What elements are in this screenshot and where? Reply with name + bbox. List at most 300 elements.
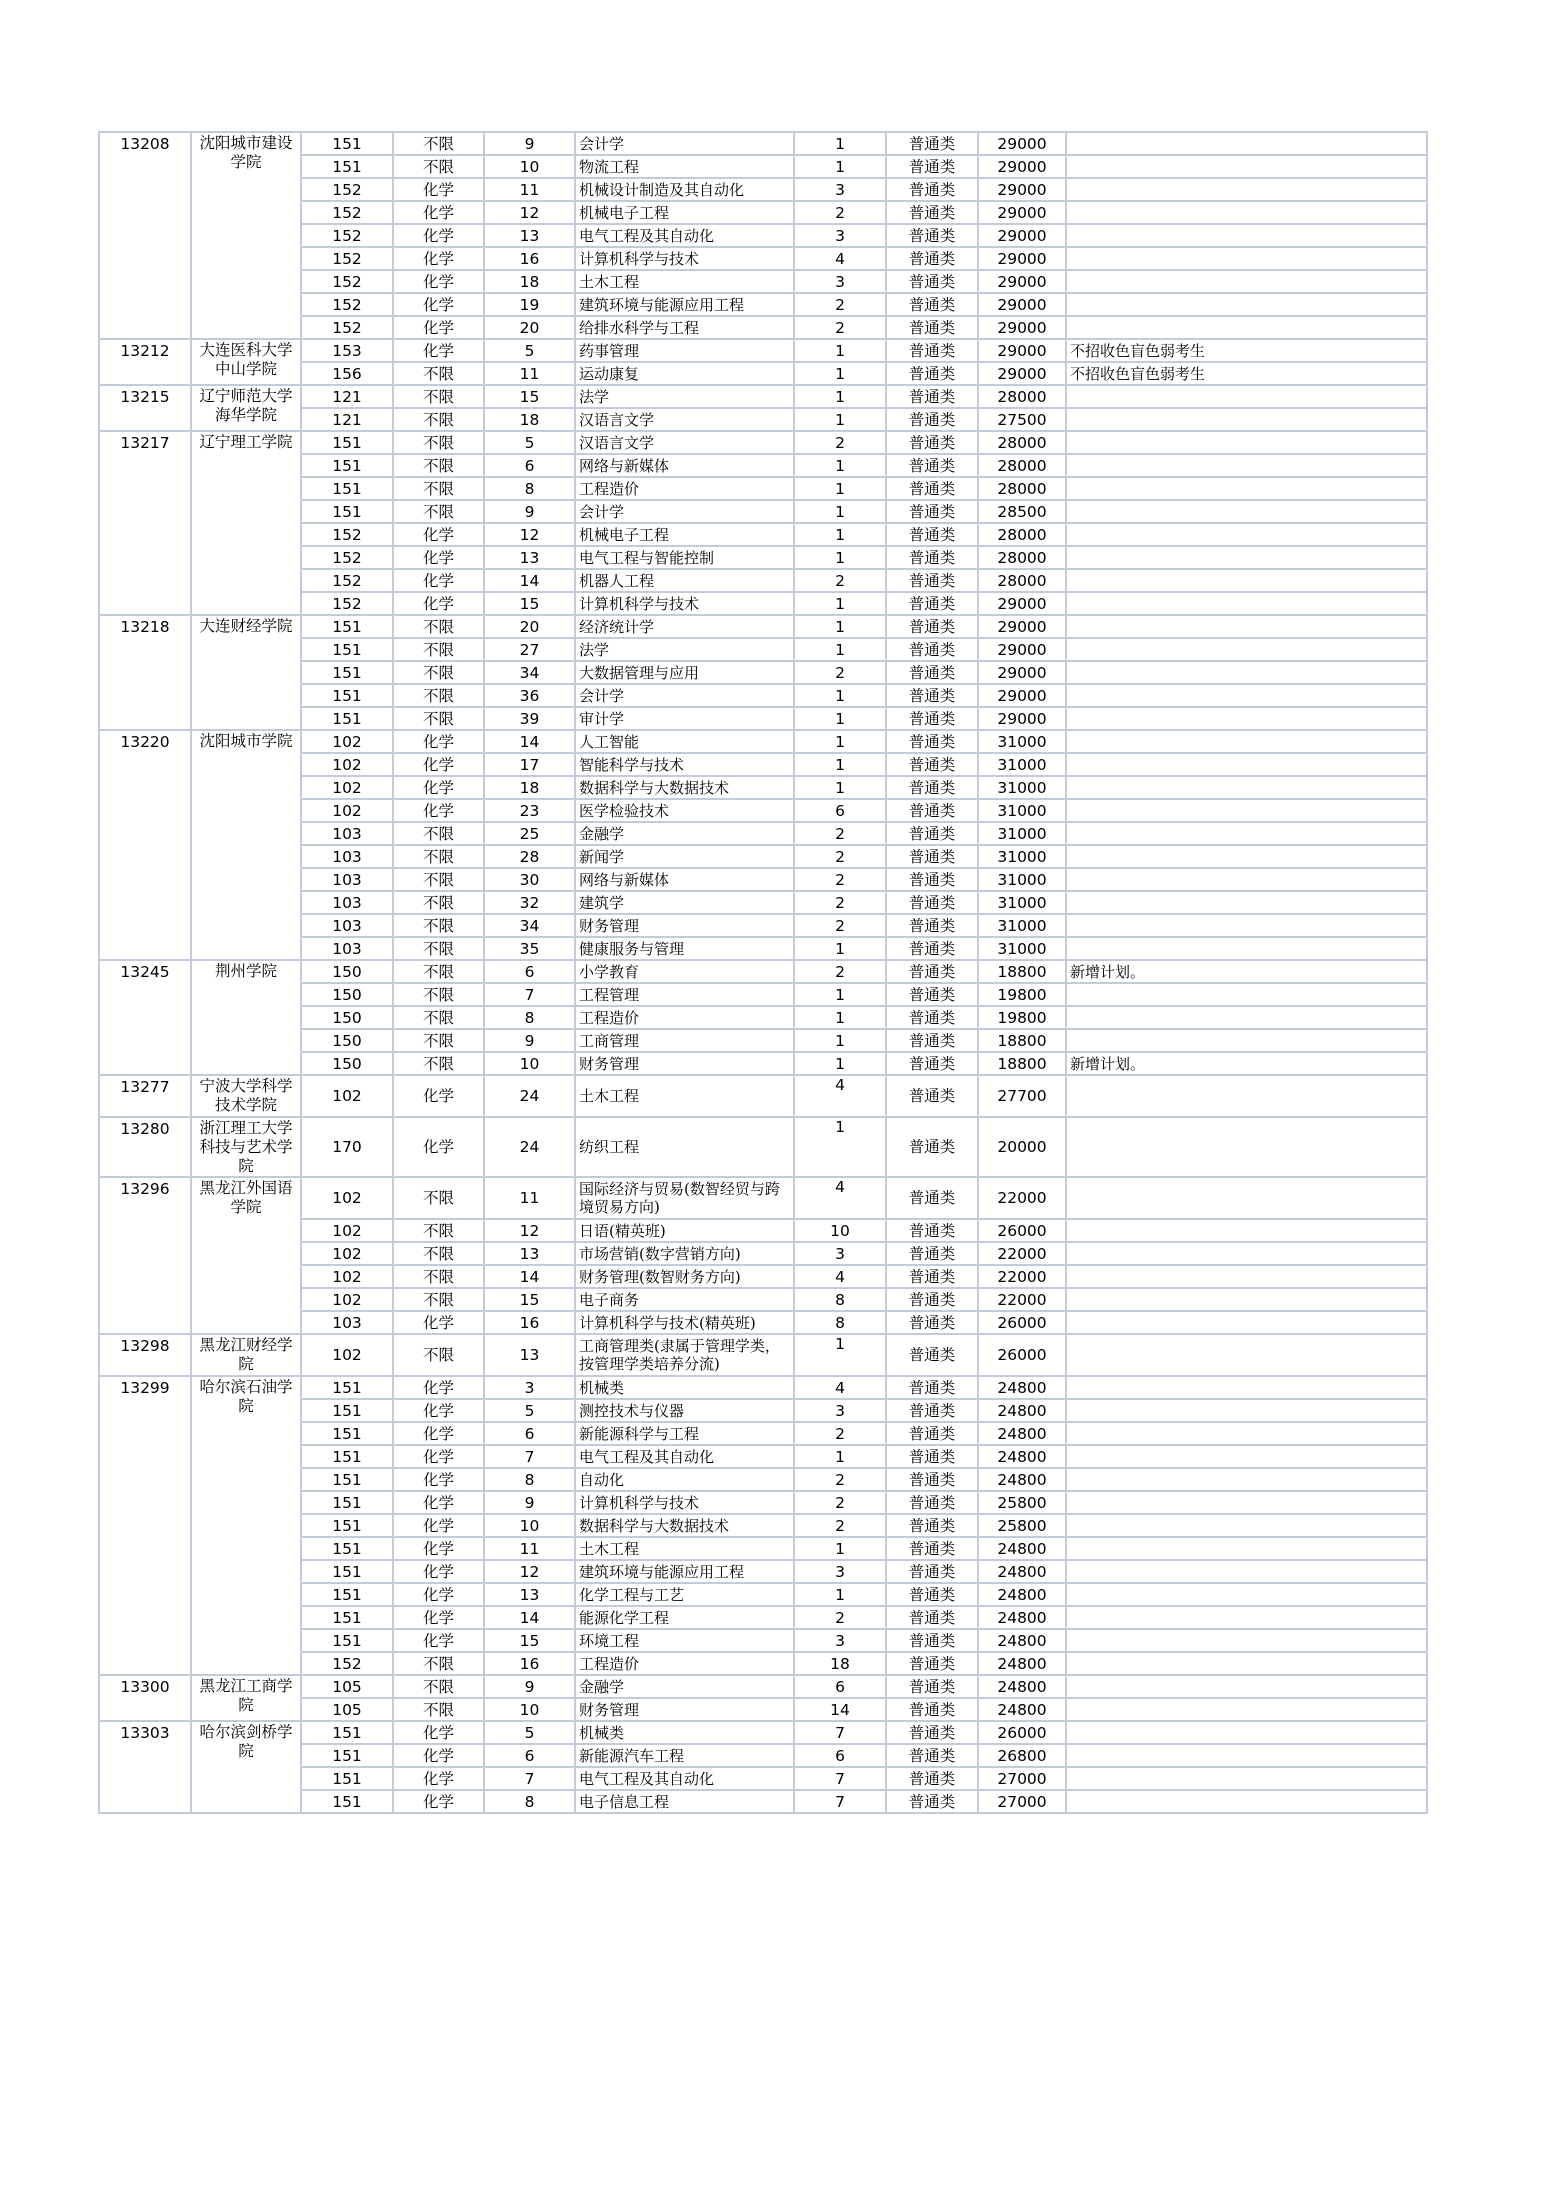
category: 普通类 — [886, 132, 978, 155]
table-row — [99, 1177, 1427, 1219]
plan-count: 1 — [794, 1029, 886, 1052]
category: 普通类 — [886, 431, 978, 454]
tuition: 28000 — [978, 523, 1066, 546]
category: 普通类 — [886, 1537, 978, 1560]
table-row — [99, 431, 1427, 454]
tuition: 28000 — [978, 385, 1066, 408]
batch-code: 102 — [301, 1219, 393, 1242]
plan-count: 2 — [794, 1491, 886, 1514]
category: 普通类 — [886, 638, 978, 661]
subject-requirement: 化学 — [393, 316, 484, 339]
school-code: 13280 — [99, 1117, 191, 1177]
tuition: 24800 — [978, 1560, 1066, 1583]
category: 普通类 — [886, 1242, 978, 1265]
category: 普通类 — [886, 592, 978, 615]
batch-code: 151 — [301, 1583, 393, 1606]
major-code: 15 — [484, 385, 575, 408]
subject-requirement: 化学 — [393, 799, 484, 822]
tuition: 29000 — [978, 201, 1066, 224]
plan-count: 1 — [794, 1052, 886, 1075]
batch-code: 103 — [301, 937, 393, 960]
batch-code: 151 — [301, 684, 393, 707]
plan-count: 1 — [794, 937, 886, 960]
major-name: 智能科学与技术 — [575, 753, 794, 776]
major-code: 34 — [484, 661, 575, 684]
tuition: 26000 — [978, 1311, 1066, 1334]
category: 普通类 — [886, 293, 978, 316]
note: 不招收色盲色弱考生 — [1066, 362, 1427, 385]
batch-code: 152 — [301, 546, 393, 569]
plan-count: 2 — [794, 1422, 886, 1445]
batch-code: 102 — [301, 753, 393, 776]
note — [1066, 523, 1427, 546]
note — [1066, 1514, 1427, 1537]
note — [1066, 408, 1427, 431]
note — [1066, 1117, 1427, 1177]
major-code: 15 — [484, 1629, 575, 1652]
major-code: 6 — [484, 1744, 575, 1767]
table-row — [99, 730, 1427, 753]
major-name: 人工智能 — [575, 730, 794, 753]
category: 普通类 — [886, 155, 978, 178]
batch-code: 152 — [301, 592, 393, 615]
note — [1066, 1242, 1427, 1265]
subject-requirement: 化学 — [393, 1606, 484, 1629]
batch-code: 103 — [301, 845, 393, 868]
school-name: 荆州学院 — [191, 960, 301, 1075]
batch-code: 156 — [301, 362, 393, 385]
batch-code: 152 — [301, 247, 393, 270]
note — [1066, 753, 1427, 776]
major-code: 9 — [484, 132, 575, 155]
note — [1066, 1376, 1427, 1399]
subject-requirement: 不限 — [393, 1177, 484, 1219]
major-name: 自动化 — [575, 1468, 794, 1491]
subject-requirement: 化学 — [393, 1422, 484, 1445]
tuition: 31000 — [978, 730, 1066, 753]
subject-requirement: 不限 — [393, 477, 484, 500]
major-code: 8 — [484, 1006, 575, 1029]
major-code: 16 — [484, 1652, 575, 1675]
batch-code: 151 — [301, 1560, 393, 1583]
major-code: 16 — [484, 247, 575, 270]
note — [1066, 477, 1427, 500]
tuition: 19800 — [978, 1006, 1066, 1029]
subject-requirement: 化学 — [393, 1468, 484, 1491]
major-code: 13 — [484, 546, 575, 569]
category: 普通类 — [886, 661, 978, 684]
major-name: 电气工程及其自动化 — [575, 1445, 794, 1468]
batch-code: 103 — [301, 822, 393, 845]
batch-code: 121 — [301, 408, 393, 431]
tuition: 24800 — [978, 1399, 1066, 1422]
tuition: 31000 — [978, 891, 1066, 914]
major-name: 环境工程 — [575, 1629, 794, 1652]
category: 普通类 — [886, 454, 978, 477]
category: 普通类 — [886, 753, 978, 776]
subject-requirement: 不限 — [393, 1265, 484, 1288]
category: 普通类 — [886, 960, 978, 983]
batch-code: 102 — [301, 799, 393, 822]
batch-code: 152 — [301, 201, 393, 224]
subject-requirement: 化学 — [393, 339, 484, 362]
subject-requirement: 不限 — [393, 661, 484, 684]
subject-requirement: 不限 — [393, 1675, 484, 1698]
category: 普通类 — [886, 1219, 978, 1242]
subject-requirement: 化学 — [393, 1560, 484, 1583]
major-code: 8 — [484, 477, 575, 500]
major-name: 机械电子工程 — [575, 201, 794, 224]
category: 普通类 — [886, 362, 978, 385]
note — [1066, 684, 1427, 707]
plan-count: 14 — [794, 1698, 886, 1721]
major-code: 15 — [484, 1288, 575, 1311]
school-name: 辽宁理工学院 — [191, 431, 301, 615]
category: 普通类 — [886, 316, 978, 339]
major-name: 新能源科学与工程 — [575, 1422, 794, 1445]
category: 普通类 — [886, 1721, 978, 1744]
major-name: 工程管理 — [575, 983, 794, 1006]
category: 普通类 — [886, 1767, 978, 1790]
plan-count: 18 — [794, 1652, 886, 1675]
subject-requirement: 化学 — [393, 247, 484, 270]
major-name: 电子商务 — [575, 1288, 794, 1311]
category: 普通类 — [886, 1514, 978, 1537]
tuition: 31000 — [978, 753, 1066, 776]
note — [1066, 661, 1427, 684]
major-name: 会计学 — [575, 684, 794, 707]
batch-code: 103 — [301, 891, 393, 914]
major-name: 财务管理 — [575, 1052, 794, 1075]
school-code: 13299 — [99, 1376, 191, 1675]
table-body — [99, 132, 1427, 1813]
category: 普通类 — [886, 270, 978, 293]
tuition: 29000 — [978, 638, 1066, 661]
note — [1066, 1744, 1427, 1767]
batch-code: 150 — [301, 1052, 393, 1075]
batch-code: 152 — [301, 569, 393, 592]
plan-count: 1 — [794, 1334, 886, 1376]
plan-count: 1 — [794, 339, 886, 362]
table-row — [99, 385, 1427, 408]
note — [1066, 615, 1427, 638]
plan-count: 6 — [794, 1675, 886, 1698]
major-name: 汉语言文学 — [575, 431, 794, 454]
school-name: 大连医科大学中山学院 — [191, 339, 301, 385]
major-code: 6 — [484, 1422, 575, 1445]
major-code: 3 — [484, 1376, 575, 1399]
school-code: 13215 — [99, 385, 191, 431]
subject-requirement: 不限 — [393, 408, 484, 431]
category: 普通类 — [886, 1029, 978, 1052]
tuition: 18800 — [978, 1052, 1066, 1075]
category: 普通类 — [886, 1177, 978, 1219]
note — [1066, 1422, 1427, 1445]
subject-requirement: 化学 — [393, 1514, 484, 1537]
tuition: 31000 — [978, 799, 1066, 822]
category: 普通类 — [886, 1583, 978, 1606]
major-code: 5 — [484, 339, 575, 362]
subject-requirement: 不限 — [393, 983, 484, 1006]
subject-requirement: 不限 — [393, 1334, 484, 1376]
note: 新增计划。 — [1066, 960, 1427, 983]
subject-requirement: 不限 — [393, 707, 484, 730]
note — [1066, 1698, 1427, 1721]
category: 普通类 — [886, 1790, 978, 1813]
tuition: 28000 — [978, 569, 1066, 592]
note — [1066, 638, 1427, 661]
note — [1066, 845, 1427, 868]
major-name: 电子信息工程 — [575, 1790, 794, 1813]
category: 普通类 — [886, 776, 978, 799]
subject-requirement: 不限 — [393, 1052, 484, 1075]
tuition: 29000 — [978, 178, 1066, 201]
batch-code: 152 — [301, 523, 393, 546]
major-code: 12 — [484, 1560, 575, 1583]
plan-count: 1 — [794, 1445, 886, 1468]
subject-requirement: 不限 — [393, 960, 484, 983]
plan-count: 1 — [794, 1117, 886, 1177]
major-code: 6 — [484, 454, 575, 477]
note — [1066, 155, 1427, 178]
tuition: 22000 — [978, 1177, 1066, 1219]
major-name: 大数据管理与应用 — [575, 661, 794, 684]
plan-count: 2 — [794, 891, 886, 914]
plan-count: 2 — [794, 431, 886, 454]
tuition: 24800 — [978, 1583, 1066, 1606]
subject-requirement: 不限 — [393, 1288, 484, 1311]
subject-requirement: 化学 — [393, 776, 484, 799]
note — [1066, 937, 1427, 960]
major-name: 建筑学 — [575, 891, 794, 914]
category: 普通类 — [886, 684, 978, 707]
category: 普通类 — [886, 1606, 978, 1629]
major-name: 网络与新媒体 — [575, 868, 794, 891]
batch-code: 102 — [301, 1265, 393, 1288]
major-code: 36 — [484, 684, 575, 707]
category: 普通类 — [886, 1117, 978, 1177]
batch-code: 103 — [301, 914, 393, 937]
category: 普通类 — [886, 845, 978, 868]
batch-code: 151 — [301, 1537, 393, 1560]
plan-count: 3 — [794, 1560, 886, 1583]
category: 普通类 — [886, 523, 978, 546]
category: 普通类 — [886, 477, 978, 500]
major-name: 财务管理 — [575, 1698, 794, 1721]
subject-requirement: 不限 — [393, 1242, 484, 1265]
batch-code: 150 — [301, 960, 393, 983]
tuition: 29000 — [978, 224, 1066, 247]
enrollment-plan-table — [98, 131, 1428, 1814]
tuition: 29000 — [978, 155, 1066, 178]
subject-requirement: 不限 — [393, 431, 484, 454]
batch-code: 152 — [301, 224, 393, 247]
school-code: 13245 — [99, 960, 191, 1075]
major-code: 39 — [484, 707, 575, 730]
major-name: 纺织工程 — [575, 1117, 794, 1177]
plan-count: 7 — [794, 1767, 886, 1790]
major-code: 35 — [484, 937, 575, 960]
subject-requirement: 不限 — [393, 937, 484, 960]
school-code: 13220 — [99, 730, 191, 960]
category: 普通类 — [886, 385, 978, 408]
plan-count: 2 — [794, 1606, 886, 1629]
plan-count: 1 — [794, 730, 886, 753]
plan-count: 1 — [794, 385, 886, 408]
major-name: 给排水科学与工程 — [575, 316, 794, 339]
tuition: 24800 — [978, 1698, 1066, 1721]
batch-code: 151 — [301, 477, 393, 500]
batch-code: 151 — [301, 1445, 393, 1468]
subject-requirement: 化学 — [393, 1311, 484, 1334]
category: 普通类 — [886, 178, 978, 201]
plan-count: 7 — [794, 1790, 886, 1813]
category: 普通类 — [886, 799, 978, 822]
note — [1066, 178, 1427, 201]
plan-count: 1 — [794, 546, 886, 569]
major-name: 经济统计学 — [575, 615, 794, 638]
major-name: 计算机科学与技术 — [575, 1491, 794, 1514]
batch-code: 151 — [301, 1422, 393, 1445]
batch-code: 151 — [301, 638, 393, 661]
major-name: 建筑环境与能源应用工程 — [575, 293, 794, 316]
school-name: 大连财经学院 — [191, 615, 301, 730]
category: 普通类 — [886, 1744, 978, 1767]
school-code: 13218 — [99, 615, 191, 730]
school-name: 辽宁师范大学海华学院 — [191, 385, 301, 431]
major-code: 20 — [484, 316, 575, 339]
batch-code: 150 — [301, 1029, 393, 1052]
note — [1066, 1790, 1427, 1813]
subject-requirement: 化学 — [393, 1491, 484, 1514]
note — [1066, 707, 1427, 730]
note — [1066, 1265, 1427, 1288]
school-code: 13217 — [99, 431, 191, 615]
plan-count: 4 — [794, 1376, 886, 1399]
category: 普通类 — [886, 891, 978, 914]
note — [1066, 385, 1427, 408]
note — [1066, 592, 1427, 615]
table-row — [99, 1117, 1427, 1177]
batch-code: 105 — [301, 1698, 393, 1721]
tuition: 29000 — [978, 615, 1066, 638]
category: 普通类 — [886, 730, 978, 753]
batch-code: 151 — [301, 1514, 393, 1537]
school-code: 13212 — [99, 339, 191, 385]
plan-count: 2 — [794, 822, 886, 845]
note — [1066, 730, 1427, 753]
note: 新增计划。 — [1066, 1052, 1427, 1075]
subject-requirement: 化学 — [393, 224, 484, 247]
school-name: 沈阳城市建设学院 — [191, 132, 301, 339]
note — [1066, 1537, 1427, 1560]
table-row — [99, 132, 1427, 155]
tuition: 24800 — [978, 1675, 1066, 1698]
tuition: 28500 — [978, 500, 1066, 523]
school-name: 哈尔滨石油学院 — [191, 1376, 301, 1675]
category: 普通类 — [886, 868, 978, 891]
batch-code: 152 — [301, 316, 393, 339]
major-name: 工程造价 — [575, 1006, 794, 1029]
major-code: 5 — [484, 431, 575, 454]
tuition: 29000 — [978, 270, 1066, 293]
major-code: 25 — [484, 822, 575, 845]
plan-count: 3 — [794, 178, 886, 201]
plan-count: 3 — [794, 1629, 886, 1652]
major-name: 审计学 — [575, 707, 794, 730]
category: 普通类 — [886, 1652, 978, 1675]
note — [1066, 500, 1427, 523]
subject-requirement: 化学 — [393, 1537, 484, 1560]
table-row — [99, 960, 1427, 983]
plan-count: 1 — [794, 638, 886, 661]
major-code: 18 — [484, 270, 575, 293]
subject-requirement: 化学 — [393, 592, 484, 615]
subject-requirement: 不限 — [393, 822, 484, 845]
note — [1066, 983, 1427, 1006]
major-name: 计算机科学与技术 — [575, 592, 794, 615]
note — [1066, 1560, 1427, 1583]
major-name: 计算机科学与技术(精英班) — [575, 1311, 794, 1334]
major-name: 国际经济与贸易(数智经贸与跨境贸易方向) — [575, 1177, 794, 1219]
plan-count: 1 — [794, 477, 886, 500]
plan-count: 2 — [794, 1514, 886, 1537]
tuition: 24800 — [978, 1652, 1066, 1675]
major-name: 新能源汽车工程 — [575, 1744, 794, 1767]
tuition: 24800 — [978, 1468, 1066, 1491]
category: 普通类 — [886, 1075, 978, 1117]
tuition: 28000 — [978, 477, 1066, 500]
category: 普通类 — [886, 1422, 978, 1445]
major-code: 14 — [484, 569, 575, 592]
subject-requirement: 不限 — [393, 1698, 484, 1721]
major-name: 机械设计制造及其自动化 — [575, 178, 794, 201]
tuition: 26000 — [978, 1334, 1066, 1376]
category: 普通类 — [886, 1629, 978, 1652]
note — [1066, 1006, 1427, 1029]
tuition: 24800 — [978, 1629, 1066, 1652]
note — [1066, 1629, 1427, 1652]
plan-count: 10 — [794, 1219, 886, 1242]
batch-code: 102 — [301, 1177, 393, 1219]
plan-count: 1 — [794, 454, 886, 477]
school-name: 黑龙江工商学院 — [191, 1675, 301, 1721]
subject-requirement: 化学 — [393, 1075, 484, 1117]
category: 普通类 — [886, 201, 978, 224]
major-code: 13 — [484, 1334, 575, 1376]
major-name: 健康服务与管理 — [575, 937, 794, 960]
note — [1066, 454, 1427, 477]
note: 不招收色盲色弱考生 — [1066, 339, 1427, 362]
subject-requirement: 不限 — [393, 638, 484, 661]
major-name: 电气工程与智能控制 — [575, 546, 794, 569]
subject-requirement: 化学 — [393, 1629, 484, 1652]
category: 普通类 — [886, 569, 978, 592]
plan-count: 1 — [794, 523, 886, 546]
table-row — [99, 1334, 1427, 1376]
batch-code: 170 — [301, 1117, 393, 1177]
plan-count: 1 — [794, 1583, 886, 1606]
major-code: 6 — [484, 960, 575, 983]
major-name: 工商管理 — [575, 1029, 794, 1052]
batch-code: 151 — [301, 615, 393, 638]
batch-code: 105 — [301, 1675, 393, 1698]
subject-requirement: 化学 — [393, 293, 484, 316]
school-code: 13296 — [99, 1177, 191, 1334]
table-row — [99, 1721, 1427, 1744]
plan-count: 4 — [794, 247, 886, 270]
major-code: 12 — [484, 1219, 575, 1242]
